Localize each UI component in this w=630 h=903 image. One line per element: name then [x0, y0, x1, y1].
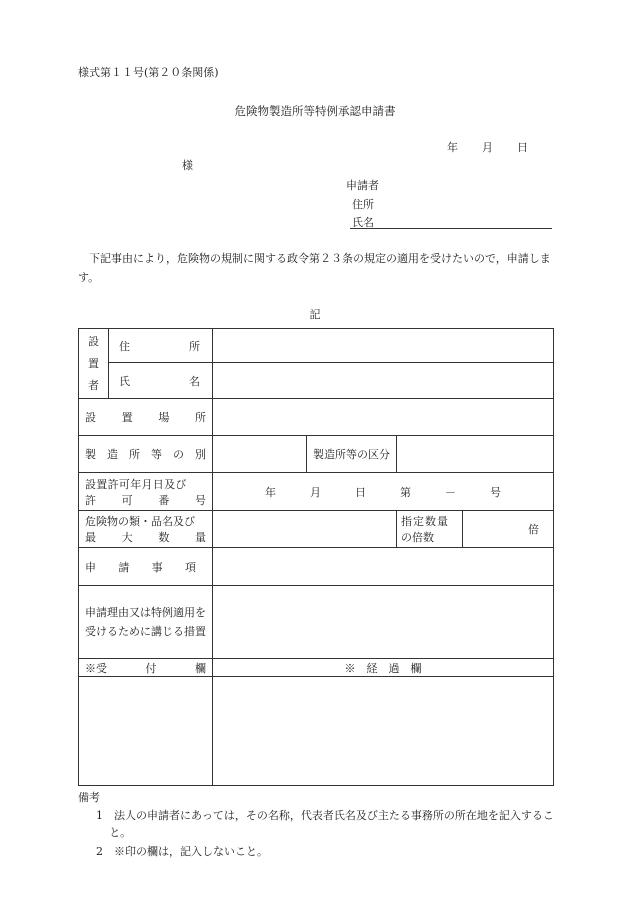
- facility-type-field[interactable]: [213, 436, 307, 473]
- permit-label: 設置許可年月日及び 許 可 番 号: [79, 473, 213, 511]
- installer-label: 設 置 者: [79, 329, 109, 399]
- remarks-title: 備考: [78, 791, 100, 804]
- facility-class-field[interactable]: [397, 436, 554, 473]
- multiple-unit: 倍: [528, 523, 539, 536]
- progress-label: ※ 経 過 欄: [213, 659, 554, 677]
- application-form-table: [78, 328, 554, 786]
- permit-field[interactable]: 年 月 日 第 － 号: [213, 473, 554, 511]
- applicant-name-line[interactable]: [350, 228, 552, 229]
- installer-address-field[interactable]: [213, 329, 554, 363]
- remark-item-1: 1 法人の申請者にあっては，その名称，代表者氏名及び主たる事務所の所在地を記入すること。: [96, 809, 554, 839]
- hazmat-label: 危険物の類・品名及び 最 大 数 量: [79, 511, 213, 548]
- installer-address-label: 住 所: [109, 329, 213, 363]
- hazmat-field[interactable]: [213, 511, 397, 548]
- date-year: 年: [447, 141, 458, 154]
- multiple-label: 指定数量 の倍数: [397, 511, 463, 548]
- location-label: 設 置 場 所: [79, 399, 213, 436]
- document-title: 危険物製造所等特例承認申請書: [234, 104, 396, 118]
- facility-class-label: 製造所等の区分: [307, 436, 397, 473]
- remark-item-2: 2 ※印の欄は，記入しないこと。: [96, 845, 268, 858]
- progress-field[interactable]: [213, 677, 554, 786]
- location-field[interactable]: [213, 399, 554, 436]
- application-field[interactable]: [213, 548, 554, 586]
- applicant-address-label: 住所: [352, 198, 374, 211]
- reception-label: ※受 付 欄: [79, 659, 213, 677]
- installer-name-field[interactable]: [213, 363, 554, 399]
- applicant-name-label: 氏名: [352, 216, 374, 229]
- reason-label: 申請理由又は特例適用を受けるために講じる措置: [79, 586, 213, 659]
- application-statement: 下記事由により，危険物の規制に関する政令第２３条の規定の適用を受けたいので，申請します。: [78, 252, 551, 284]
- addressee-suffix: 様: [182, 159, 193, 172]
- installer-name-label: 氏 名: [109, 363, 213, 399]
- application-label: 申 請 事 項: [79, 548, 213, 586]
- date-month: 月: [482, 141, 493, 154]
- ki-heading: 記: [309, 308, 321, 321]
- facility-type-label: 製 造 所 等 の 別: [79, 436, 213, 473]
- reason-field[interactable]: [213, 586, 554, 659]
- date-day: 日: [517, 141, 528, 154]
- multiple-field[interactable]: [463, 511, 554, 548]
- reception-field[interactable]: [79, 677, 213, 786]
- form-number: 様式第１１号(第２０条関係): [78, 66, 219, 79]
- applicant-label: 申請者: [346, 179, 379, 192]
